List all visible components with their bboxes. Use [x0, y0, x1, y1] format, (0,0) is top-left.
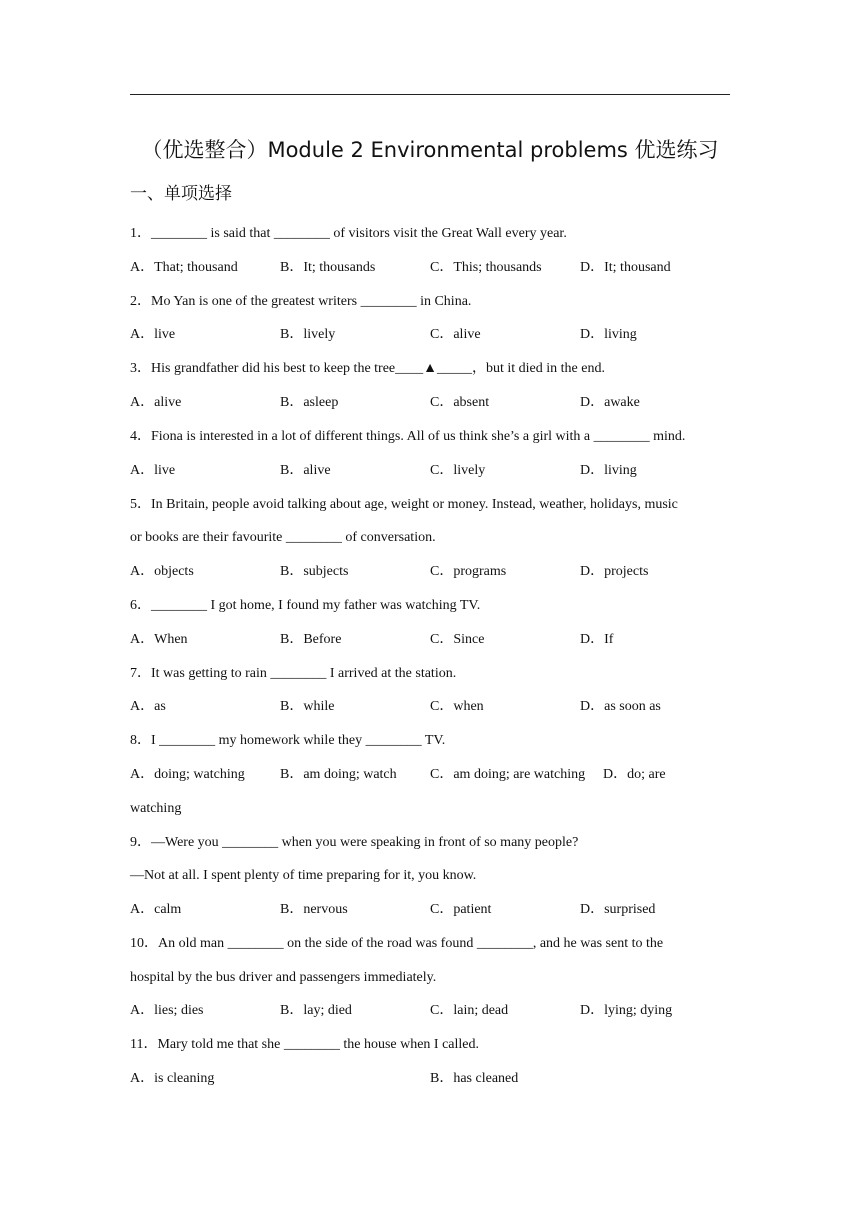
- option-c: C．programs: [430, 564, 507, 579]
- question-10-text-line-2: hospital by the bus driver and passengers immediately.: [130, 970, 437, 985]
- option-d: D．living: [580, 463, 637, 478]
- option-b: B．lay; died: [280, 1003, 352, 1018]
- question-7-text: 7．It was getting to rain ________ I arrived at the station.: [130, 666, 457, 681]
- option-d: D．awake: [580, 395, 640, 410]
- question-3-options: [130, 393, 750, 413]
- option-c: C．absent: [430, 395, 490, 410]
- option-a: A．calm: [130, 902, 182, 917]
- question-8-options-continuation: watching: [130, 801, 182, 816]
- option-c: C．lively: [430, 463, 486, 478]
- option-b: B．It; thousands: [280, 260, 376, 275]
- header-rule: [130, 94, 730, 95]
- question-10-options: [130, 1001, 750, 1021]
- option-c: C．alive: [430, 327, 481, 342]
- question-11-options: [130, 1069, 750, 1089]
- option-d: D．surprised: [580, 902, 656, 917]
- option-b: B．while: [280, 699, 335, 714]
- option-b: B．asleep: [280, 395, 339, 410]
- option-a: A．That; thousand: [130, 260, 238, 275]
- option-a: A．lies; dies: [130, 1003, 204, 1018]
- question-2-options: [130, 325, 750, 345]
- question-5-options: [130, 562, 750, 582]
- option-c: C．lain; dead: [430, 1003, 509, 1018]
- option-a: A．When: [130, 632, 188, 647]
- question-4-options: [130, 461, 750, 481]
- question-9-text-line-2: —Not at all. I spent plenty of time preparing for it, you know.: [130, 868, 477, 883]
- option-d: D．do; are: [603, 767, 666, 782]
- question-5-text-line-2: or books are their favourite ________ of conversation.: [130, 530, 436, 545]
- question-7-options: [130, 697, 750, 717]
- question-1-text: 1．________ is said that ________ of visitors visit the Great Wall every year.: [130, 226, 567, 241]
- question-6-text: 6．________ I got home, I found my father was watching TV.: [130, 598, 481, 613]
- option-c: C．when: [430, 699, 484, 714]
- option-d: D．projects: [580, 564, 649, 579]
- option-b: B．am doing; watch: [280, 767, 397, 782]
- question-8-text: 8．I ________ my homework while they ________ TV.: [130, 733, 446, 748]
- option-c: C．patient: [430, 902, 492, 917]
- option-a: A．live: [130, 463, 176, 478]
- option-a: A．doing; watching: [130, 767, 245, 782]
- option-b: B．Before: [280, 632, 342, 647]
- option-a: A．is cleaning: [130, 1071, 215, 1086]
- option-d: D．If: [580, 632, 614, 647]
- option-b: B．nervous: [280, 902, 348, 917]
- option-c: C．am doing; are watching: [430, 767, 586, 782]
- option-a: A．as: [130, 699, 166, 714]
- option-a: A．live: [130, 327, 176, 342]
- question-2-text: 2．Mo Yan is one of the greatest writers ________ in China.: [130, 294, 472, 309]
- page-title: （优选整合）Module 2 Environmental problems 优选练习: [141, 138, 719, 162]
- option-b: B．lively: [280, 327, 336, 342]
- question-8-options: [130, 765, 750, 785]
- question-11-text: 11．Mary told me that she ________ the house when I called.: [130, 1037, 480, 1052]
- option-d: D．living: [580, 327, 637, 342]
- option-d: D．lying; dying: [580, 1003, 673, 1018]
- question-6-options: [130, 630, 750, 650]
- option-d: D．as soon as: [580, 699, 661, 714]
- question-9-options: [130, 900, 750, 920]
- option-a: A．alive: [130, 395, 182, 410]
- question-10-text-line-1: 10．An old man ________ on the side of the road was found ________, and he was sent to the: [130, 936, 664, 951]
- question-5-text-line-1: 5．In Britain, people avoid talking about age, weight or money. Instead, weather, holidays, music: [130, 497, 678, 512]
- option-b: B．has cleaned: [430, 1071, 519, 1086]
- question-3-text: 3．His grandfather did his best to keep the tree____▲_____，but it died in the end.: [130, 361, 605, 376]
- option-c: C．Since: [430, 632, 485, 647]
- option-b: B．subjects: [280, 564, 349, 579]
- option-a: A．objects: [130, 564, 194, 579]
- option-c: C．This; thousands: [430, 260, 542, 275]
- option-b: B．alive: [280, 463, 331, 478]
- section-heading: 一、单项选择: [130, 184, 232, 204]
- question-1-options: [130, 258, 750, 278]
- question-4-text: 4．Fiona is interested in a lot of different things. All of us think she’s a girl with a ________ mind.: [130, 429, 686, 444]
- option-d: D．It; thousand: [580, 260, 671, 275]
- question-9-text-line-1: 9．—Were you ________ when you were speaking in front of so many people?: [130, 835, 579, 850]
